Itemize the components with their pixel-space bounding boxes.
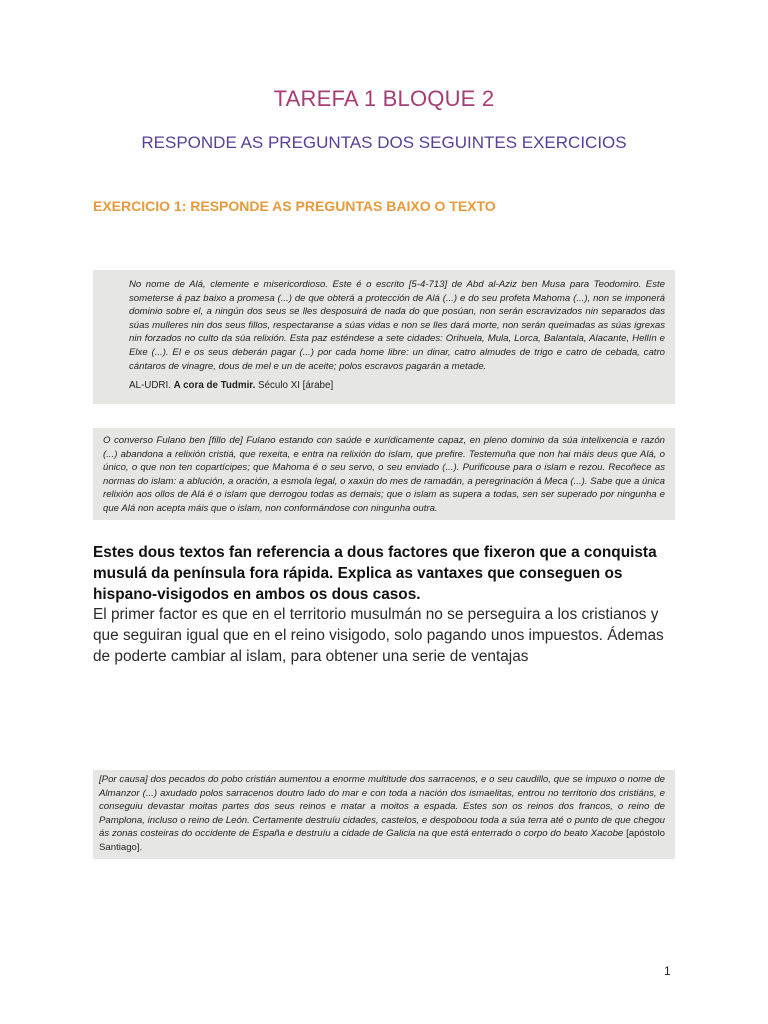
quote-source [129,379,665,393]
page-title: TAREFA 1 BLOQUE 2 [273,86,495,111]
answer-text[interactable]: El primer factor es que en el territorio musulmán no se perseguira a los cristianos y que seguiran igual que en el reino visigodo, solo pagando unos impuestos. Ádemas de poderte cambiar al islam, para obtener una serie de ventajas [93,606,664,665]
quote-source-date: Século XI [árabe] [255,380,334,392]
page-number: 1 [664,964,671,978]
quote-text-bracket: [apóstolo Santiago]. [99,828,665,853]
exercise-heading: EXERCICIO 1: RESPONDE AS PREGUNTAS BAIXO O TEXTO [93,198,496,214]
quote-source-work: A cora de Tudmir. [173,380,256,392]
quote-text: [Por causa] dos pecados do pobo cristián aumentou a enorme multitude dos sarracenos, e o seu caudillo, que se impuxo o nome de Almanzor (...) axudado polos sarracenos doutro lado do mar e con toda a nación dos ismaelitas, entrou no territorio dos cristiáns, e conseguiu devastar moitas partes dos seus reinos e matar a moitos a espada. Estes son os reinos dos francos, o reino de Pamplona, incluso o reino de León. Certamente destruíu cidades, castelos, e despoboou toda a súa terra até o punto de que chegou ás zonas costeiras do occidente de España e destruíu a cidade de Galicia na que está enterrado o corpo do beato Xacobe [99,774,665,840]
quote-text: O converso Fulano ben [fillo de] Fulano estando con saúde e xurídicamente capaz, en pleno dominio da súa intelixencia e razón (...) abandona a relixión cristiá, que rexeita, e entra na relixión do islam, que prefire. Testemuña que non hai máis deus que Alá, o único, o que non ten copartícipes; que Mahoma é o seu servo, o seu enviado (...). Purificouse para o islam e rezou. Recoñece as normas do islam: a ablución, a oración, a esmola legal, o xaxún do mes de ramadán, a peregrinación á Meca (...). Sabe que a única relixión aos ollos de Alá é o islam que derrogou todas as demais; que o islam as supera a todas, sen ser superado por ningunha e que Alá non acepta máis que o islam, non conformándose con ningunha outra. [103,435,665,514]
quote-source-author: AL-UDRI. [129,380,174,392]
page-subtitle: RESPONDE AS PREGUNTAS DOS SEGUINTES EXERCICIOS [141,133,627,152]
quote-text: No nome de Alá, clemente e misericordioso. Este é o escrito [5-4-713] de Abd al-Aziz ben Musa para Teodomiro. Este someterse á paz baixo a promesa (...) de que obterá a protección de Alá (...) e do seu profeta Mahoma (...), non se imponerá dominio sobre el, a ningún dos seus se lles desposuirá de nada do que posúan, non serán escravizados nin separados das súas mulleres nin dos seus fillos, respectaranse a súas vidas e non se lles dará morte, non serán queimadas as súas igrexas nin forzados no culto da súa relixión. Esta paz esténdese a sete cidades: Orihuela, Mula, Lorca, Balantala, Alacante, Hellín e Elxe (...). El e os seus deberán pagar (...) por cada home libre: un dinar, catro almudes de trigo e catro de cebada, catro cántaros de vinagre, dous de mel e un de aceite; polos escravos pagarán a metade. [129,279,665,372]
quote-box-conversion [93,428,675,520]
quote-box-teodomiro [93,270,675,404]
question-text: Estes dous textos fan referencia a dous factores que fixeron que a conquista musulá da península fora rápida. Explica as vantaxes que conseguen os hispano-visigodos en ambos os dous casos. [93,544,657,603]
quote-box-almanzor [93,770,675,859]
